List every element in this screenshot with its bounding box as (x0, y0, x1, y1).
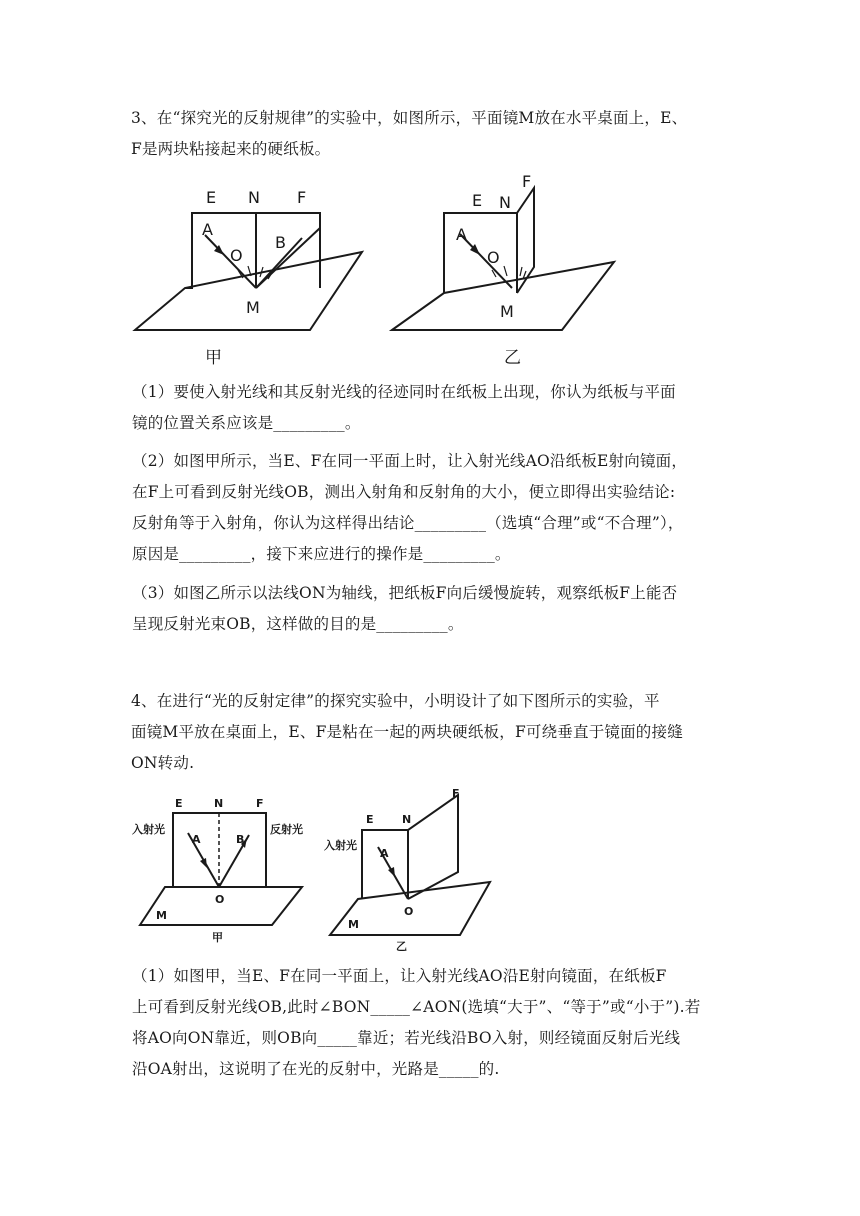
label-F: F (297, 188, 307, 207)
board-F (408, 795, 458, 899)
q3-figure-jia (130, 180, 370, 370)
figure-caption: 乙 (504, 348, 521, 368)
q3-part3 (132, 583, 732, 645)
label-O: O (487, 248, 500, 267)
mirror-plane (135, 252, 362, 330)
label-E: E (175, 797, 183, 810)
label-F: F (256, 797, 264, 810)
label-M: M (500, 302, 514, 321)
text-line: （3）如图乙所示以法线ON为轴线，把纸板F向后缓慢旋转，观察纸板F上能否 (132, 584, 678, 602)
label-M: M (156, 909, 167, 922)
label-O: O (215, 893, 225, 906)
text-line: 4、在进行“光的反射定律”的探究实验中，小明设计了如下图所示的实验，平 (131, 692, 660, 710)
q4-figure-yi (320, 785, 520, 955)
text-line: 原因是_________，接下来应进行的操作是_________。 (132, 545, 511, 563)
label-M: M (348, 918, 359, 931)
arrow-icon (388, 867, 395, 877)
label-A: A (202, 220, 213, 239)
q3-part2 (132, 451, 732, 575)
label-N: N (402, 813, 412, 826)
label-N: N (248, 188, 260, 207)
label-A: A (192, 833, 201, 846)
label-O: O (404, 905, 414, 918)
text-line: 3、在“探究光的反射规律”的实验中，如图所示，平面镜M放在水平桌面上，E、 (131, 109, 688, 127)
text-line: F是两块粘接起来的硬纸板。 (131, 140, 331, 158)
label-reflected-light: 反射光 (270, 823, 303, 836)
q3-intro (131, 108, 731, 170)
label-E: E (366, 813, 374, 826)
figure-caption: 甲 (205, 348, 222, 368)
incident-ray (460, 234, 512, 288)
text-line: 将AO向ON靠近，则OB向_____靠近；若光线沿BO入射，则经镜面反射后光线 (132, 1029, 681, 1047)
q4-figure-jia (130, 795, 330, 955)
text-line: （1）要使入射光线和其反射光线的径迹同时在纸板上出现，你认为纸板与平面 (132, 383, 676, 401)
q4-intro (131, 691, 731, 784)
arrow-icon (200, 858, 207, 868)
label-B: B (275, 233, 286, 252)
text-line: 沿OA射出，这说明了在光的反射中，光路是_____的. (132, 1060, 500, 1078)
text-line: 上可看到反射光线OB,此时∠BON_____∠AON(选填“大于”、“等于”或“小于”).若 (132, 998, 701, 1016)
text-line: ON转动. (131, 754, 195, 772)
label-incident-light: 入射光 (324, 839, 357, 852)
text-line: （2）如图甲所示，当E、F在同一平面上时，让入射光线AO沿纸板E射向镜面， (132, 452, 688, 470)
q4-part1 (132, 966, 732, 1090)
figure-caption: 乙 (396, 940, 407, 953)
q3-part1 (132, 382, 732, 444)
label-E: E (472, 191, 483, 210)
text-line: 镜的位置关系应该是_________。 (132, 414, 361, 432)
text-line: 反射角等于入射角，你认为这样得出结论_________（选填“合理”或“不合理”）， (132, 514, 684, 532)
text-line: 面镜M平放在桌面上，E、F是粘在一起的两块硬纸板，F可绕垂直于镜面的接缝 (131, 723, 683, 741)
label-A: A (456, 225, 467, 244)
text-line: 呈现反射光束OB，这样做的目的是_________。 (132, 615, 464, 633)
q3-figure-yi (392, 170, 632, 370)
label-M: M (246, 298, 260, 317)
label-E: E (206, 188, 217, 207)
label-B: B (236, 833, 245, 846)
text-line: （1）如图甲，当E、F在同一平面上，让入射光线AO沿E射向镜面，在纸板F (132, 967, 667, 985)
text-line: 在F上可看到反射光线OB，测出入射角和反射角的大小，便立即得出实验结论: (132, 483, 676, 501)
label-incident-light: 入射光 (132, 823, 165, 836)
label-A: A (380, 847, 389, 860)
label-F: F (522, 172, 532, 191)
figure-caption: 甲 (212, 931, 223, 944)
label-N: N (214, 797, 224, 810)
label-O: O (230, 246, 243, 265)
label-N: N (499, 193, 511, 212)
label-F: F (452, 787, 460, 800)
